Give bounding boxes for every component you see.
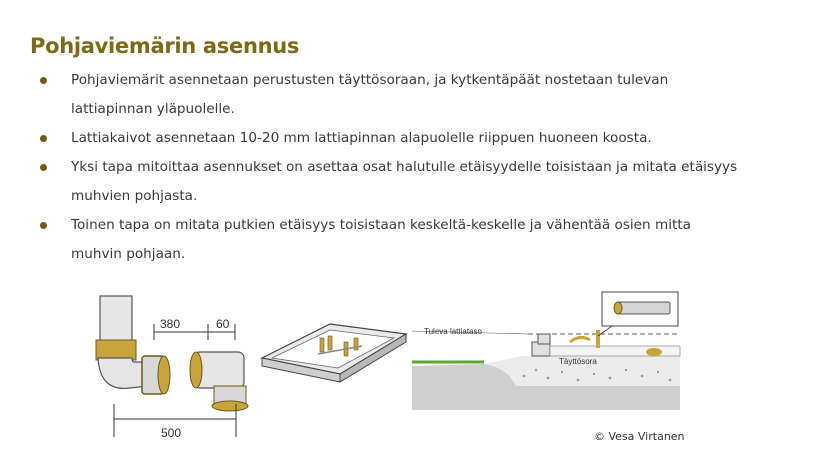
dimension-60-label: 60 <box>216 317 230 331</box>
bullet-dot-icon <box>40 164 47 171</box>
bullet-dot-icon <box>40 135 47 142</box>
bullet-item <box>38 153 738 211</box>
slide-title: Pohjaviemärin asennus <box>30 34 300 58</box>
pipe-fittings-illustration <box>90 292 260 442</box>
gravel-fill-label: Täyttösora <box>559 357 597 366</box>
bullet-item <box>38 211 738 269</box>
dimension-380-label: 380 <box>160 317 181 331</box>
formwork-illustration <box>260 318 410 388</box>
floor-level-label: Tuleva lattiataso <box>424 327 482 336</box>
bullet-text: Lattiakaivot asennetaan 10-20 mm lattiapinnan alapuolelle riippuen huoneen koosta. <box>71 130 652 146</box>
bullet-text: Toinen tapa on mitata putkien etäisyys toisistaan keskeltä-keskelle ja vähentää osien mitta muhvin pohjaan. <box>71 217 691 262</box>
dimension-500-label: 500 <box>161 426 182 440</box>
cross-section-illustration <box>412 290 682 412</box>
bullet-text: Yksi tapa mitoittaa asennukset on asettaa osat halutulle etäisyydelle toisistaan ja mitata etäisyys muhvien pohjasta. <box>71 159 738 204</box>
bullet-text: Pohjaviemärit asennetaan perustusten täyttösoraan, ja kytkentäpäät nostetaan tulevan lattiapinnan yläpuolelle. <box>71 72 669 117</box>
bullet-dot-icon <box>40 222 47 229</box>
image-credit: © Vesa Virtanen <box>594 430 685 443</box>
bullet-list <box>38 66 738 269</box>
bullet-item <box>38 66 738 124</box>
bullet-item <box>38 124 738 153</box>
bullet-dot-icon <box>40 77 47 84</box>
